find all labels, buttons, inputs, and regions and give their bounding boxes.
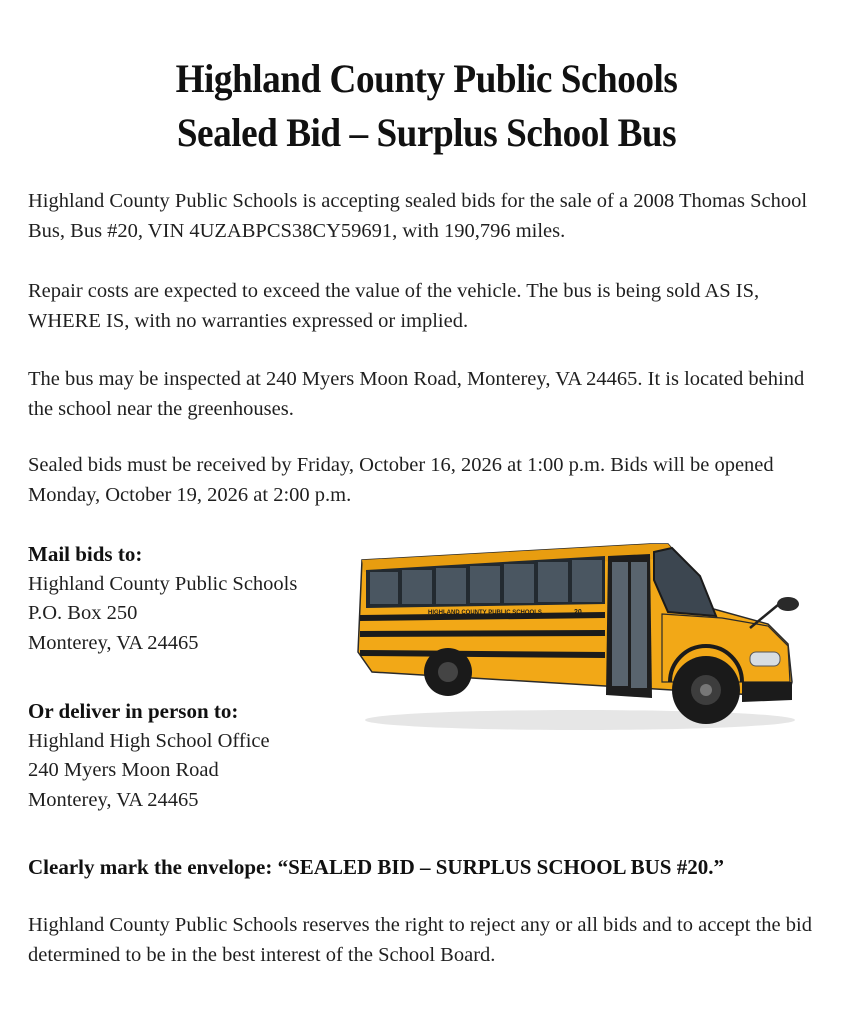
paragraph-condition: Repair costs are expected to exceed the value of the vehicle. The bus is being sold AS IS, WHERE IS, with no warranties expressed or implied. [28, 280, 760, 332]
deliver-address-line: 240 Myers Moon Road [28, 759, 219, 781]
mail-address-line: Highland County Public Schools [28, 572, 298, 595]
paragraph-deadline: Sealed bids must be received by Friday, October 16, 2026 at 1:00 p.m. Bids will be opened Monday, October 19, 2026 at 2:00 p.m. [28, 454, 774, 506]
title-line-2: Sealed Bid – Surplus School Bus [176, 110, 677, 155]
deliver-address-line: Monterey, VA 24465 [28, 788, 199, 811]
deliver-heading: Or deliver in person to: [28, 699, 239, 723]
mail-address-block [28, 540, 348, 658]
mail-heading: Mail bids to: [28, 542, 143, 566]
deliver-address-line: Highland High School Office [28, 729, 270, 752]
bus-side-lettering: HIGHLAND COUNTY PUBLIC SCHOOLS [428, 610, 542, 616]
paragraph-reservation: Highland County Public Schools reserves the right to reject any or all bids and to accept the bid determined to be in the best interest of the School Board. [28, 914, 812, 966]
envelope-marking-instruction: Clearly mark the envelope: “SEALED BID – SURPLUS SCHOOL BUS #20.” [28, 855, 724, 879]
mail-address-line: Monterey, VA 24465 [28, 631, 199, 654]
bus-number-label: 20 [574, 609, 582, 616]
mail-address-line: P.O. Box 250 [28, 602, 138, 624]
deliver-address-block [28, 697, 348, 815]
title-line-1: Highland County Public Schools [175, 56, 678, 101]
school-bus-image [350, 532, 810, 737]
paragraph-inspection: The bus may be inspected at 240 Myers Moon Road, Monterey, VA 24465. It is located behind the school near the greenhouses. [28, 368, 805, 420]
paragraph-bid-description: Highland County Public Schools is accepting sealed bids for the sale of a 2008 Thomas School Bus, Bus #20, VIN 4UZABPCS38CY59691, with 190,796 miles. [28, 190, 808, 242]
